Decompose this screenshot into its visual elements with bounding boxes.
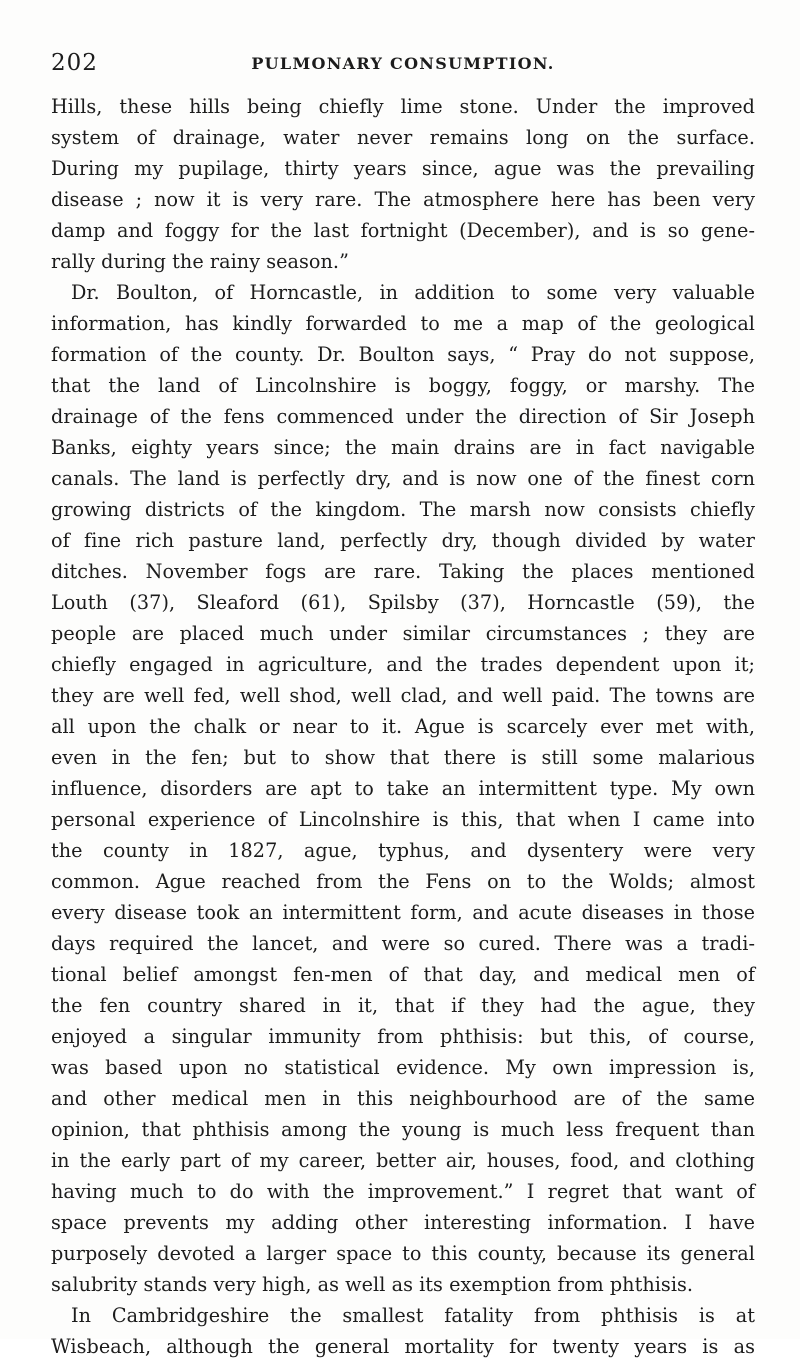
text-line: tional belief amongst fen-men of that day, and medical men of xyxy=(51,963,755,986)
text-line: the fen country shared in it, that if they had the ague, they xyxy=(51,994,755,1017)
text-line: they are well fed, well shod, well clad, and well paid. The towns are xyxy=(51,684,755,707)
text-line: even in the fen; but to show that there is still some malarious xyxy=(51,746,755,769)
text-line: every disease took an intermittent form, and acute diseases in those xyxy=(51,901,755,924)
text-line: chiefly engaged in agriculture, and the trades dependent upon it; xyxy=(51,653,755,676)
text-line: formation of the county. Dr. Boulton says, “ Pray do not suppose, xyxy=(51,343,755,366)
text-line: system of drainage, water never remains long on the surface. xyxy=(51,126,755,149)
page-number: 202 xyxy=(51,50,98,76)
running-head: PULMONARY CONSUMPTION. xyxy=(251,54,555,73)
text-line: damp and foggy for the last fortnight (December), and is so gene- xyxy=(51,219,755,242)
text-line: information, has kindly forwarded to me a map of the geological xyxy=(51,312,755,335)
page-header xyxy=(51,50,755,80)
text-line: purposely devoted a larger space to this county, because its general xyxy=(51,1242,755,1265)
text-line: drainage of the fens commenced under the direction of Sir Joseph xyxy=(51,405,755,428)
text-line: Wisbeach, although the general mortality for twenty years is as xyxy=(51,1335,755,1358)
text-line: space prevents my adding other interesting information. I have xyxy=(51,1211,755,1234)
text-line: common. Ague reached from the Fens on to the Wolds; almost xyxy=(51,870,755,893)
text-line: salubrity stands very high, as well as its exemption from phthisis. xyxy=(51,1273,694,1296)
text-line: the county in 1827, ague, typhus, and dysentery were very xyxy=(51,839,755,862)
text-line: During my pupilage, thirty years since, ague was the prevailing xyxy=(51,157,755,180)
text-line: Dr. Boulton, of Horncastle, in addition to some very valuable xyxy=(71,281,755,304)
text-line: Hills, these hills being chiefly lime stone. Under the improved xyxy=(51,95,755,118)
text-line: people are placed much under similar circumstances ; they are xyxy=(51,622,755,645)
text-line: having much to do with the improvement.” I regret that want of xyxy=(51,1180,755,1203)
text-line: disease ; now it is very rare. The atmosphere here has been very xyxy=(51,188,755,211)
text-line: In Cambridgeshire the smallest fatality from phthisis is at xyxy=(71,1304,755,1327)
text-line: growing districts of the kingdom. The marsh now consists chiefly xyxy=(51,498,755,521)
text-line: canals. The land is perfectly dry, and is now one of the finest corn xyxy=(51,467,755,490)
body-text xyxy=(51,91,755,1362)
text-line: rally during the rainy season.” xyxy=(51,250,349,273)
text-line: influence, disorders are apt to take an intermittent type. My own xyxy=(51,777,755,800)
text-line: opinion, that phthisis among the young is much less frequent than xyxy=(51,1118,755,1141)
text-line: that the land of Lincolnshire is boggy, foggy, or marshy. The xyxy=(51,374,755,397)
text-line: was based upon no statistical evidence. My own impression is, xyxy=(51,1056,755,1079)
text-line: of fine rich pasture land, perfectly dry, though divided by water xyxy=(51,529,755,552)
text-line: ditches. November fogs are rare. Taking the places mentioned xyxy=(51,560,755,583)
text-line: enjoyed a singular immunity from phthisis: but this, of course, xyxy=(51,1025,755,1048)
text-line: in the early part of my career, better air, houses, food, and clothing xyxy=(51,1149,755,1172)
text-line: and other medical men in this neighbourhood are of the same xyxy=(51,1087,755,1110)
text-line: Louth (37), Sleaford (61), Spilsby (37), Horncastle (59), the xyxy=(51,591,755,614)
text-line: days required the lancet, and were so cured. There was a tradi- xyxy=(51,932,755,955)
text-line: personal experience of Lincolnshire is this, that when I came into xyxy=(51,808,755,831)
text-line: all upon the chalk or near to it. Ague is scarcely ever met with, xyxy=(51,715,755,738)
text-line: Banks, eighty years since; the main drains are in fact navigable xyxy=(51,436,755,459)
